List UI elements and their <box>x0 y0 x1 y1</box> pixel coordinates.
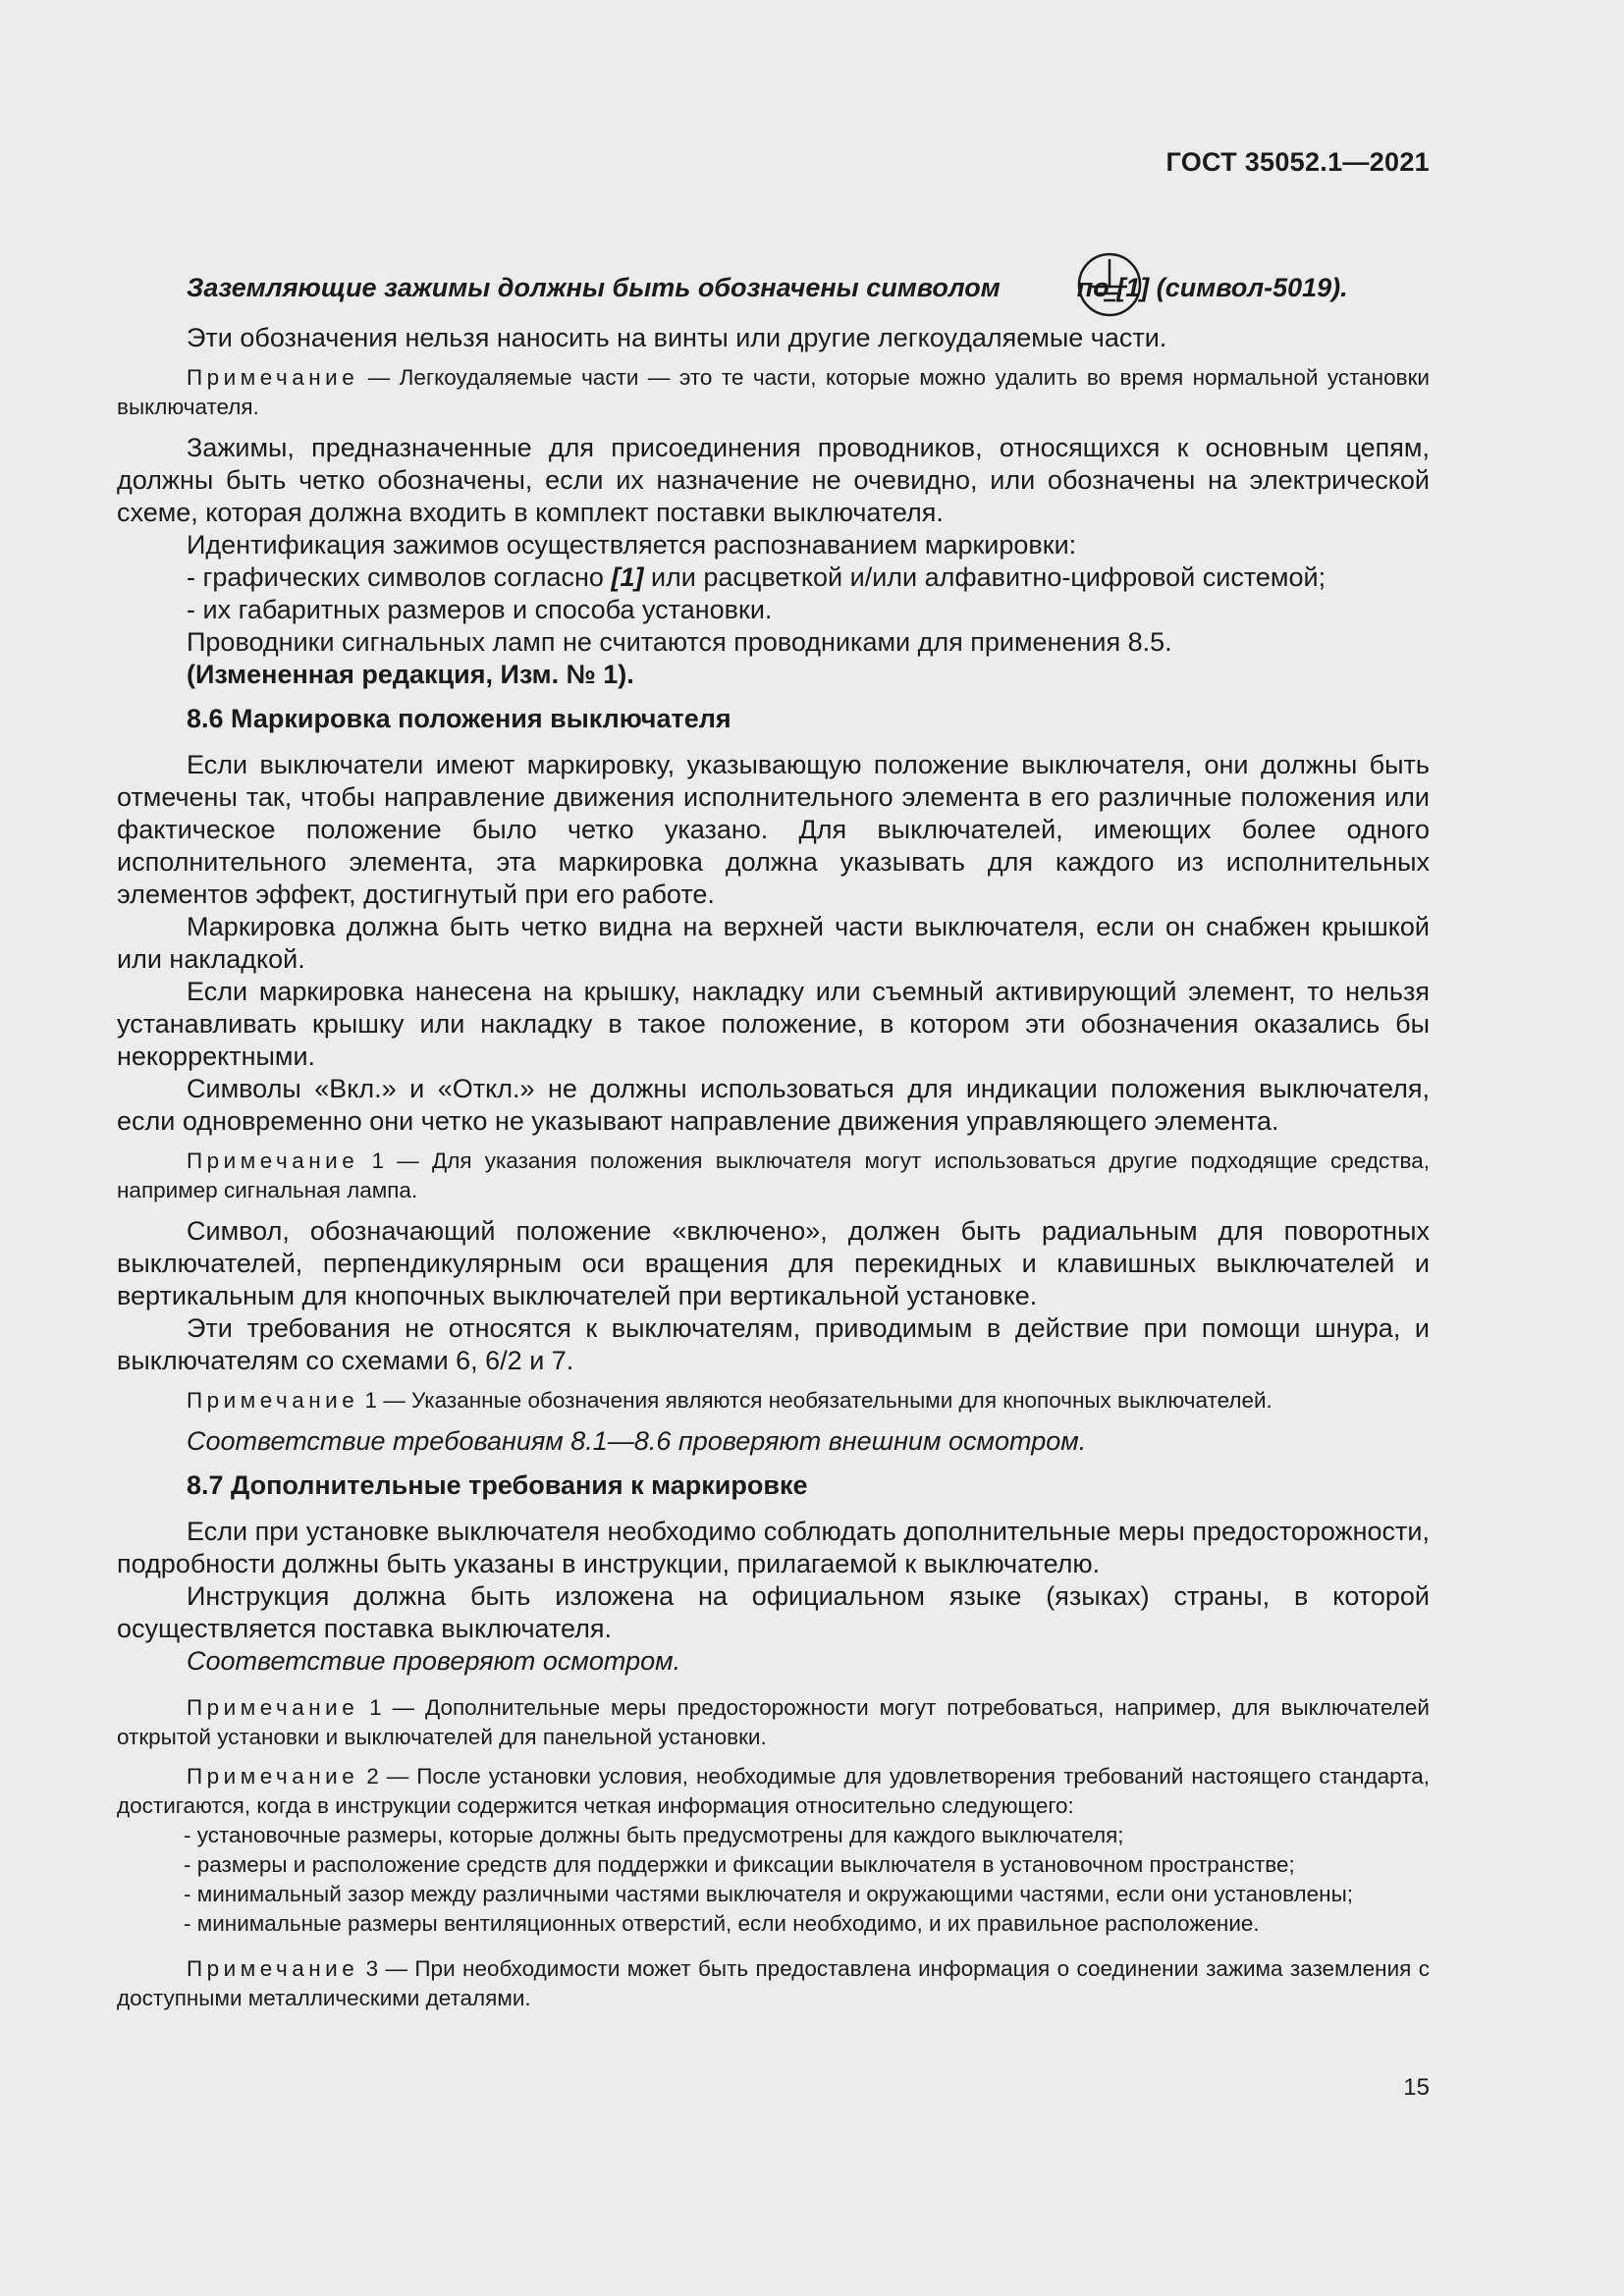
note <box>117 1693 1430 1752</box>
compliance-statement: Соответствие проверяют осмотром. <box>187 1646 681 1676</box>
paragraph: Если маркировка нанесена на крышку, накладку или съемный активирующий элемент, то нельзя устанавливать крышку или накладку в такое положение, в котором эти обозначения оказались бы некорректными. <box>117 977 1430 1071</box>
paragraph: Если при установке выключателя необходимо соблюдать дополнительные меры предосторожности, подробности должны быть указаны в инструкции, прилагаемой к выключателю. <box>117 1517 1430 1578</box>
note-label: Примечание <box>187 1388 359 1413</box>
note <box>117 363 1430 422</box>
note <box>117 1147 1430 1205</box>
page-number: 15 <box>1403 2074 1430 2101</box>
paragraph: Проводники сигнальных ламп не считаются проводниками для применения 8.5. <box>187 627 1172 657</box>
reference: [1] <box>611 562 644 592</box>
note <box>117 1762 1430 1821</box>
note-list-item: - минимальные размеры вентиляционных отверстий, если необходимо, и их правильное расположение. <box>184 1911 1260 1936</box>
note <box>117 1954 1430 2013</box>
list-item: - их габаритных размеров и способа установки. <box>187 595 773 624</box>
note-label: Примечание <box>187 1148 359 1173</box>
note-list-item: - установочные размеры, которые должны быть предусмотрены для каждого выключателя; <box>184 1823 1124 1847</box>
paragraph: Инструкция должна быть изложена на официальном языке (языках) страны, в которой осуществляется поставка выключателя. <box>117 1581 1430 1643</box>
paragraph: Эти обозначения нельзя наносить на винты или другие легкоудаляемые части. <box>187 323 1167 352</box>
amendment-note: (Измененная редакция, Изм. № 1). <box>187 660 634 689</box>
paragraph: Маркировка должна быть четко видна на верхней части выключателя, если он снабжен крышкой или накладкой. <box>117 912 1430 974</box>
note-label: Примечание <box>187 1956 359 1981</box>
lead-text-start: Заземляющие зажимы должны быть обозначены символом <box>187 273 1001 302</box>
document-body <box>117 251 1430 2023</box>
paragraph: Символы «Вкл.» и «Откл.» не должны использоваться для индикации положения выключателя, если одновременно они четко не указывают направление движения управляющего элемента. <box>117 1074 1430 1136</box>
lead-text-end: по [1] (символ-5019). <box>1076 273 1348 302</box>
note-text: 1 — Указанные обозначения являются необязательными для кнопочных выключателей. <box>358 1388 1272 1413</box>
paragraph: Если выключатели имеют маркировку, указывающую положение выключателя, они должны быть отмечены так, чтобы направление движения исполнительного элемента в его различные положения или фактическое положение было четко указано. Для выключателей, имеющих более одного исполнительного элемента, эта маркировка должна указывать для каждого из исполнительных элементов эффект, достигнутый при его работе. <box>117 750 1430 909</box>
note-text: 2 — После установки условия, необходимые для удовлетворения требований настоящего стандарта, достигаются, когда в инструкции содержится четкая информация относительно следующего: <box>117 1764 1430 1818</box>
note-label: Примечание <box>187 365 359 390</box>
note-list-item: - минимальный зазор между различными частями выключателя и окружающими частями, если они установлены; <box>184 1882 1354 1906</box>
note-label: Примечание <box>187 1695 359 1720</box>
compliance-statement: Соответствие требованиям 8.1—8.6 проверяют внешним осмотром. <box>187 1426 1087 1456</box>
note-label: Примечание <box>187 1764 359 1789</box>
paragraph: Символ, обозначающий положение «включено», должен быть радиальным для поворотных выключателей, перпендикулярным оси вращения для перекидных и клавишных выключателей и вертикальным для кнопочных выключателей при вертикальной установке. <box>117 1216 1430 1310</box>
section-heading-8-6: 8.6 Маркировка положения выключателя <box>187 704 731 733</box>
document-id: ГОСТ 35052.1—2021 <box>1165 147 1430 177</box>
note-text: 1 — Для указания положения выключателя могут использоваться другие подходящие средства, например сигнальная лампа. <box>117 1148 1430 1202</box>
paragraph: Эти требования не относятся к выключателям, приводимым в действие при помощи шнура, и выключателям со схемами 6, 6/2 и 7. <box>117 1313 1430 1375</box>
list-item-text: - графических символов согласно <box>187 562 612 592</box>
list-item <box>117 561 1430 594</box>
note <box>117 1386 1430 1415</box>
note-text: 3 — При необходимости может быть предоставлена информация о соединении зажима заземления с доступными металлическими деталями. <box>117 1956 1430 2010</box>
section-heading-8-7: 8.7 Дополнительные требования к маркировке <box>187 1470 808 1500</box>
earth-terminal-requirement <box>117 251 1430 318</box>
paragraph: Идентификация зажимов осуществляется распознаванием маркировки: <box>187 530 1077 560</box>
note-text: 1 — Дополнительные меры предосторожности могут потребоваться, например, для выключателей открытой установки и выключателей для панельной установки. <box>117 1695 1430 1749</box>
paragraph: Зажимы, предназначенные для присоединения проводников, относящихся к основным цепям, должны быть четко обозначены, если их назначение не очевидно, или обозначены на электрической схеме, которая должна входить в комплект поставки выключателя. <box>117 433 1430 527</box>
note-list-item: - размеры и расположение средств для поддержки и фиксации выключателя в установочном пространстве; <box>184 1852 1295 1877</box>
note-text: — Легкоудаляемые части — это те части, которые можно удалить во время нормальной установки выключателя. <box>117 365 1430 419</box>
list-item-text: или расцветкой и/или алфавитно-цифровой системой; <box>643 562 1326 592</box>
protective-earth-icon <box>1006 251 1073 318</box>
